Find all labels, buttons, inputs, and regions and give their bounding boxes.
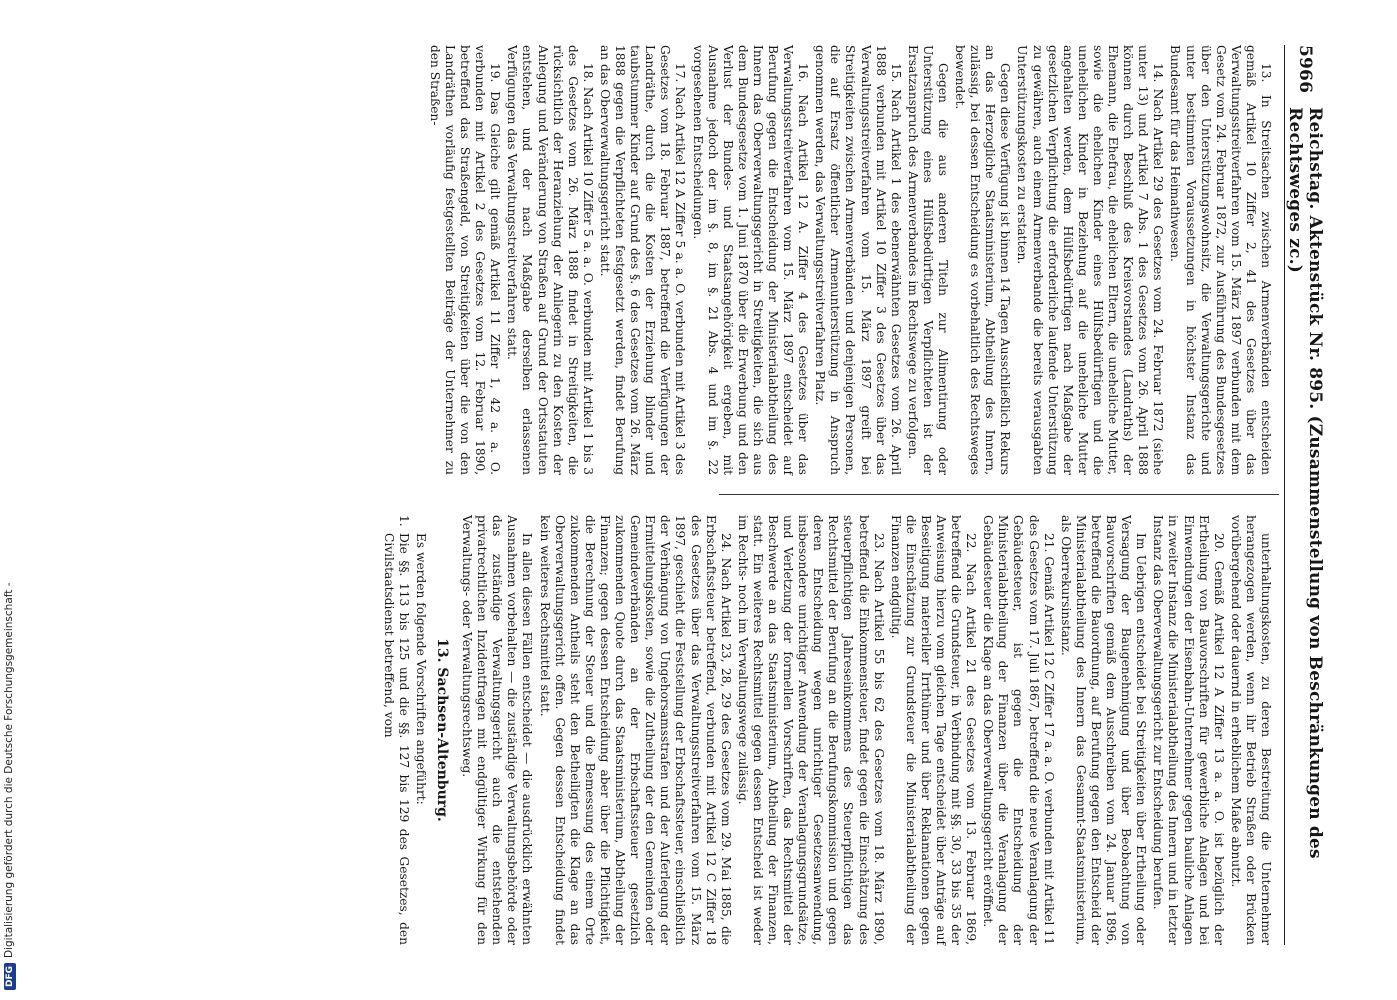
section-intro: Es werden folgende Vorschriften angeführt: — [413, 533, 428, 805]
paragraph: 14. Nach Artikel 29 des Gesetzes vom 24. Februar 1872 (siehe unter 13) und Artikel 7 Abs. 1 des Gesetzes vom 26. April 1888 können durch Beschluß des Kreisvorstandes (Landraths) der Ehemann, die Ehefrau, die ehelichen Eltern, die uneheliche Mutter, sowie die ehelichen Kinder eines Hülfsbedürftigen und die unehelichen Kinder in Beziehung auf die uneheliche Mutter angehalten werden, dem Hülfsbedürftigen nach Maßgabe der gesetzlichen Verpflichtung die erforderliche laufende Unterstützung zu gewähren, auch einem Armenverbande die bereits verausgabten Unterstützungskosten zu erstatten. — [1015, 45, 1166, 475]
funding-note-text: Digitalisierung gefördert durch die Deutsche Forschungsgemeinschaft - — [3, 582, 15, 958]
column-divider — [719, 494, 1279, 495]
paragraph: Gegen die aus anderen Titeln zur Alimentirung oder Unterstützung eines Hülfsbedürftigen Verpflichteten ist der Ersatzanspruch des Armenverbandes im Rechtswege zu verfolgen. — [905, 45, 951, 475]
paragraph: Gegen diese Verfügung ist binnen 14 Tagen Ausschließlich Rekurs an das Herzogliche Staatsministerium, Abtheilung des Innern, zulässig, bei dessen Entscheidung es vorbehaltlich des Rechtsweges bewendet. — [953, 45, 1013, 475]
list-item — [381, 515, 411, 945]
paragraph: 19. Das Gleiche gilt gemäß Artikel 11 Ziffer 1, 42 a. a. O. verbunden mit Artikel 2 des Gesetzes vom 12. Februar 1890, betreffend das Straßengeld, von Streitigkeiten über die von den Landräthen vorläufig festgestellten Beiträge der Unternehmer zu den Straßen- — [427, 45, 503, 475]
dfg-logo: DFG — [4, 963, 16, 990]
list-item-number: 1. — [396, 515, 411, 527]
paragraph: 22. Nach Artikel 21 des Gesetzes vom 13. Februar 1869, betreffend die Grundsteuer, in Verbindung mit §§. 30, 33 bis 35 der Anweisung hierzu vom gleichen Tage entscheidet über Anträge auf Beseitigung materieller Irrthümer und über Reklamationen gegen die Einschätzung zur Grundsteuer die Ministerialabtheilung der Finanzen endgültig. — [888, 515, 979, 945]
paragraph: 20. Gemäß Artikel 12 A Ziffer 13 a. a. O. ist bezüglich der Ertheilung von Bauvorschriften für gewerbliche Anlagen und bei Einwendungen der Eisenbahn-Unternehmer gegen bauliche Anlagen in zweiter Instanz die Ministerialabtheilung des Innern und in letzter Instanz das Oberverwaltungsgericht zur Entscheidung berufen. — [1151, 515, 1226, 945]
right-column — [379, 515, 1273, 945]
page-title: Reichstag. Aktenstück Nr. 895. (Zusammenstellung von Beschränkungen des Rechtsweges zc.) — [1285, 107, 1325, 859]
paragraph: 24. Nach Artikel 23, 28, 29 des Gesetzes vom 29. Mai 1885, die Erbschaftssteuer betreffend, verbunden mit Artikel 12 C Ziffer 18 des Gesetzes über das Verwaltungsstreitverfahren vom 15. März 1897, geschieht die Feststellung der Erbschaftssteuer, einschließlich der Verhängung von Ungehorsamsstrafen und der Auferlegung der Ermittelungskosten, sowie die Zutheilung der den Gemeinden oder Gemeindeverbänden an der Erbschaftssteuer gesetzlich zukommenden Quote durch das Staatsministerium, Abtheilung der Finanzen; gegen dessen Entscheidung aber über die Pflichtigkeit, die Berechnung der Steuer und die Bemessung des einem Orte zukommenden Antheils steht den Betheiligten die Klage an das Oberverwaltungsgericht offen. Gegen dessen Entscheidung findet kein weiteres Rechtsmittel statt. — [537, 515, 733, 945]
paragraph: unterhaltungskosten, zu deren Bestreitung die Unternehmer herangezogen werden, wenn ihr Betrieb Straßen oder Brücken vorübergehend oder dauernd in erheblichem Maße abnutzt. — [1228, 515, 1273, 945]
paragraph: 15. Nach Artikel 1 des ebenerwähnten Gesetzes vom 26. April 1888 verbunden mit Artikel 10 Ziffer 3 des Gesetzes über das Verwaltungsstreitverfahren vom 15. März 1897 greift bei Streitigkeiten zwischen Armenverbänden und denjenigen Personen, die auf Ersatz öffentlicher Armenunterstützung in Anspruch genommen werden, das Verwaltungsstreitverfahren Platz. — [813, 45, 903, 475]
paragraph: 17. Nach Artikel 12 A Ziffer 5 a. a. O. verbunden mit Artikel 3 des Gesetzes vom 18. Februar 1887, betreffend die Verfügungen der Landräthe, durch die die Kosten der Erziehung blinder und taubstummer Kinder auf Grund des §. 6 des Gesetzes vom 26. März 1888 gegen die Verpflichteten festgesetzt werden, findet Berufung an das Oberverwaltungsgericht statt. — [597, 45, 688, 475]
funding-watermark-strip — [0, 0, 22, 1000]
paragraph: 13. In Streitsachen zwischen Armenverbänden entscheiden gemäß Artikel 10 Ziffer 2, 41 des Gesetzes über das Verwaltungsstreitverfahren vom 15. März 1897 verbunden mit dem Gesetz vom 24. Februar 1872, zur Ausführung des Bundesgesetzes über den Unterstützungswohnsitz, die Verwaltungsgerichte und unter bestimmten Voraussetzungen in höchster Instanz das Bundesamt für das Heimathwesen. — [1168, 45, 1273, 475]
section-heading: 13. Sachsen-Altenburg. — [434, 638, 451, 822]
paragraph: 18. Nach Artikel 10 Ziffer 5 a. a. O. verbunden mit Artikel 1 bis 3 des Gesetzes vom 26. März 1888 findet in Streitigkeiten, die rücksichtlich der Heranziehung der Anliegerin zu den Kosten der Anlegung und Veränderung von Straßen auf Grund der Ortsstatuten entstehen, und der nach Maßgabe derselben erlassenen Verfügungen das Verwaltungsstreitverfahren statt. — [505, 45, 595, 475]
list-item-text: Die §§. 113 bis 125 und die §§. 127 bis 129 des Gesetzes, den Civilstaatsdienst betreffend, vom — [381, 533, 411, 945]
paragraph: 16. Nach Artikel 12 A. Ziffer 4 des Gesetzes über das Verwaltungsstreitverfahren vom 15. März 1897 entscheidet auf Berufung gegen die Entscheidung der Ministerialabtheilung des Innern das Oberverwaltungsgericht in Streitigkeiten, die sich aus dem Bundesgesetze vom 1. Juni 1870 über die Erwerbung und den Verlust der Bundes- und Staatsangehörigkeit ergeben, mit Ausnahme jedoch der im §. 8, im §. 21 Abs. 4 und im §. 22 vorgesehenen Entscheidungen. — [690, 45, 811, 475]
page-number: 5966 — [1295, 45, 1315, 94]
paragraph: In allen diesen Fällen entscheidet — die ausdrücklich erwähnten Ausnahmen vorbehalten — die zuständige Verwaltungsbehörde oder das zuständige Verwaltungsgericht auch die entstehenden privatrechtlichen Inzidentfragen mit endgültiger Wirkung für den Verwaltungs- oder Verwaltungsrechtsweg. — [460, 515, 535, 945]
left-column — [425, 45, 1273, 475]
paragraph: 21. Gemäß Artikel 12 C Ziffer 17 a. a. O. verbunden mit Artikel 11 des Gesetzes vom 17. Juli 1867, betreffend die neue Veranlagung der Gebäudesteuer, ist gegen die Entscheidung der Ministerialabtheilung der Finanzen über die Veranlagung der Gebäudesteuer die Klage an das Oberverwaltungsgericht eröffnet. — [981, 515, 1056, 945]
funding-note — [3, 582, 16, 990]
page-header — [1284, 45, 1325, 945]
rotated-document-page — [45, 45, 1325, 945]
paragraph: 23. Nach Artikel 55 bis 62 des Gesetzes vom 18. März 1890, betreffend die Einkommensteuer, findet gegen die Einschätzung des steuerpflichtigen Jahreseinkommens des Steuerpflichtigen das Rechtsmittel der Berufung an die Berufungskommission und gegen deren Entscheidung wegen unrichtiger Gesetzesanwendung, insbesondere unrichtiger Anwendung der Veranlagungsgrundsätze, und Verletzung der formellen Vorschriften, das Rechtsmittel der Beschwerde an das Staatsministerium, Abtheilung der Finanzen, statt. Ein weiteres Rechtsmittel gegen dessen Entscheid ist weder im Rechts- noch im Verwaltungswege zulässig. — [735, 515, 886, 945]
paragraph: Im Uebrigen entscheidet bei Streitigkeiten über Ertheilung oder Versagung der Baugenehmigung und über Beobachtung von Bauvorschriften gemäß dem Ausschreiben vom 24. Januar 1896, betreffend die Bauordnung, auf Berufung gegen den Entscheid der Ministerialabtheilung des Innern das Gesammt-Staatsministerium, als Oberrekursinstanz. — [1058, 515, 1149, 945]
